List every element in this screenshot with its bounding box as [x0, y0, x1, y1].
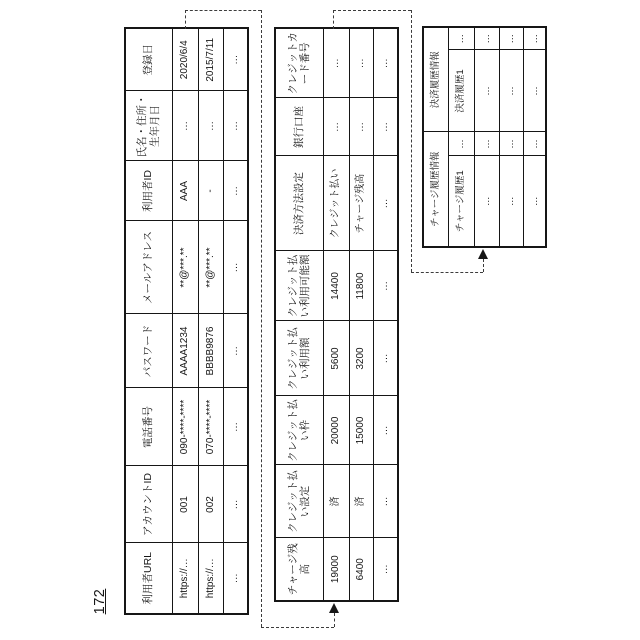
data-cell: … [499, 156, 523, 247]
data-cell: … [474, 27, 499, 50]
data-cell: … [523, 50, 546, 132]
user-account-table [124, 27, 249, 615]
data-cell: … [373, 98, 398, 156]
data-cell: … [223, 161, 248, 221]
header-cell: 利用者ID [125, 161, 172, 221]
header-cell: クレジット払い設定 [275, 465, 323, 538]
header-cell: クレジット払い利用額 [275, 321, 323, 396]
dashed-line-segment [185, 10, 186, 29]
data-cell: … [448, 27, 474, 50]
data-cell: クレジット払い [323, 156, 349, 251]
data-cell: … [349, 28, 373, 98]
table-header-row [275, 28, 323, 601]
data-cell: 5600 [323, 321, 349, 396]
data-cell: BBBB9876 [198, 314, 223, 388]
table-row [198, 28, 223, 614]
header-cell: 決済方法設定 [275, 156, 323, 251]
data-cell: - [198, 161, 223, 221]
data-cell: … [223, 28, 248, 91]
data-cell: … [223, 466, 248, 543]
data-cell: … [198, 91, 223, 161]
dashed-line-segment [334, 613, 335, 627]
header-cell: チャージ履歴情報 [423, 132, 448, 247]
arrow-up-icon [478, 249, 488, 259]
data-cell: 済 [323, 465, 349, 538]
history-info-table-rotated [422, 28, 545, 248]
data-cell: 2015/7/11 [198, 28, 223, 91]
figure-reference-wrapper [88, 585, 112, 618]
data-cell: … [523, 132, 546, 156]
data-cell: … [373, 251, 398, 321]
table-row [523, 27, 546, 247]
data-cell: … [523, 156, 546, 247]
data-cell: https://… [172, 543, 198, 614]
header-cell: クレジット払い枠 [275, 396, 323, 465]
header-cell: 登録日 [125, 28, 172, 91]
header-cell: 氏名・住所・生年月日 [125, 91, 172, 161]
data-cell: … [499, 132, 523, 156]
table-row [474, 27, 499, 247]
dashed-line-segment [483, 259, 484, 272]
header-cell: クレジット払い利用可能額 [275, 251, 323, 321]
dashed-line-segment [411, 10, 412, 272]
history-info-table [422, 26, 547, 248]
data-cell: … [223, 91, 248, 161]
data-cell: 6400 [349, 538, 373, 601]
dashed-line-segment [333, 10, 411, 11]
data-cell: 070-****-**** [198, 388, 223, 466]
data-cell: 002 [198, 466, 223, 543]
header-cell: 電話番号 [125, 388, 172, 466]
table-row [223, 28, 248, 614]
header-cell: パスワード [125, 314, 172, 388]
user-account-table-rotated [124, 29, 247, 615]
data-cell: … [373, 538, 398, 601]
data-cell: … [499, 27, 523, 50]
data-cell: 20000 [323, 396, 349, 465]
data-cell: … [373, 396, 398, 465]
data-cell: … [223, 314, 248, 388]
data-cell: … [474, 156, 499, 247]
header-cell: クレジットカード番号 [275, 28, 323, 98]
payment-settings-table [274, 27, 399, 602]
table-row [323, 28, 349, 601]
data-cell: … [349, 98, 373, 156]
payment-settings-table-rotated [274, 29, 397, 602]
dashed-line-segment [261, 10, 262, 627]
arrow-up-icon [329, 603, 339, 613]
data-cell: 2020/6/4 [172, 28, 198, 91]
header-cell: チャージ残高 [275, 538, 323, 601]
data-cell: AAA [172, 161, 198, 221]
data-cell: 15000 [349, 396, 373, 465]
table-row [172, 28, 198, 614]
data-cell: https://… [198, 543, 223, 614]
data-cell: 090-****-**** [172, 388, 198, 466]
data-cell: … [172, 91, 198, 161]
data-cell: 14400 [323, 251, 349, 321]
table-row [499, 27, 523, 247]
data-cell: … [448, 132, 474, 156]
data-cell: … [474, 132, 499, 156]
data-cell: チャージ履歴1 [448, 156, 474, 247]
data-cell: 3200 [349, 321, 373, 396]
data-cell: 19000 [323, 538, 349, 601]
table-row [349, 28, 373, 601]
data-cell: 11800 [349, 251, 373, 321]
data-cell: … [223, 388, 248, 466]
dashed-line-segment [185, 10, 261, 11]
data-cell: … [373, 465, 398, 538]
data-cell: … [373, 321, 398, 396]
data-cell: 決済履歴1 [448, 50, 474, 132]
dashed-line-segment [333, 10, 334, 29]
data-cell: … [323, 28, 349, 98]
table-header-row [125, 28, 172, 614]
data-cell: … [223, 543, 248, 614]
data-cell: … [223, 221, 248, 314]
table-row [373, 28, 398, 601]
data-cell: 済 [349, 465, 373, 538]
dashed-line-segment [411, 272, 483, 273]
data-cell: … [474, 50, 499, 132]
data-cell: **@***.** [172, 221, 198, 314]
header-cell: アカウントID [125, 466, 172, 543]
header-cell: メールアドレス [125, 221, 172, 314]
data-cell: … [499, 50, 523, 132]
data-cell: … [523, 27, 546, 50]
data-cell: … [323, 98, 349, 156]
header-cell: 決済履歴情報 [423, 27, 448, 132]
data-cell: … [373, 28, 398, 98]
dashed-line-segment [261, 627, 334, 628]
table-header-row [423, 27, 448, 247]
data-cell: … [373, 156, 398, 251]
header-cell: 利用者URL [125, 543, 172, 614]
table-row [448, 27, 474, 247]
figure-reference-number: 172 [92, 588, 108, 615]
data-cell: **@***.** [198, 221, 223, 314]
data-cell: チャージ残高 [349, 156, 373, 251]
data-cell: 001 [172, 466, 198, 543]
header-cell: 銀行口座 [275, 98, 323, 156]
data-cell: AAAA1234 [172, 314, 198, 388]
